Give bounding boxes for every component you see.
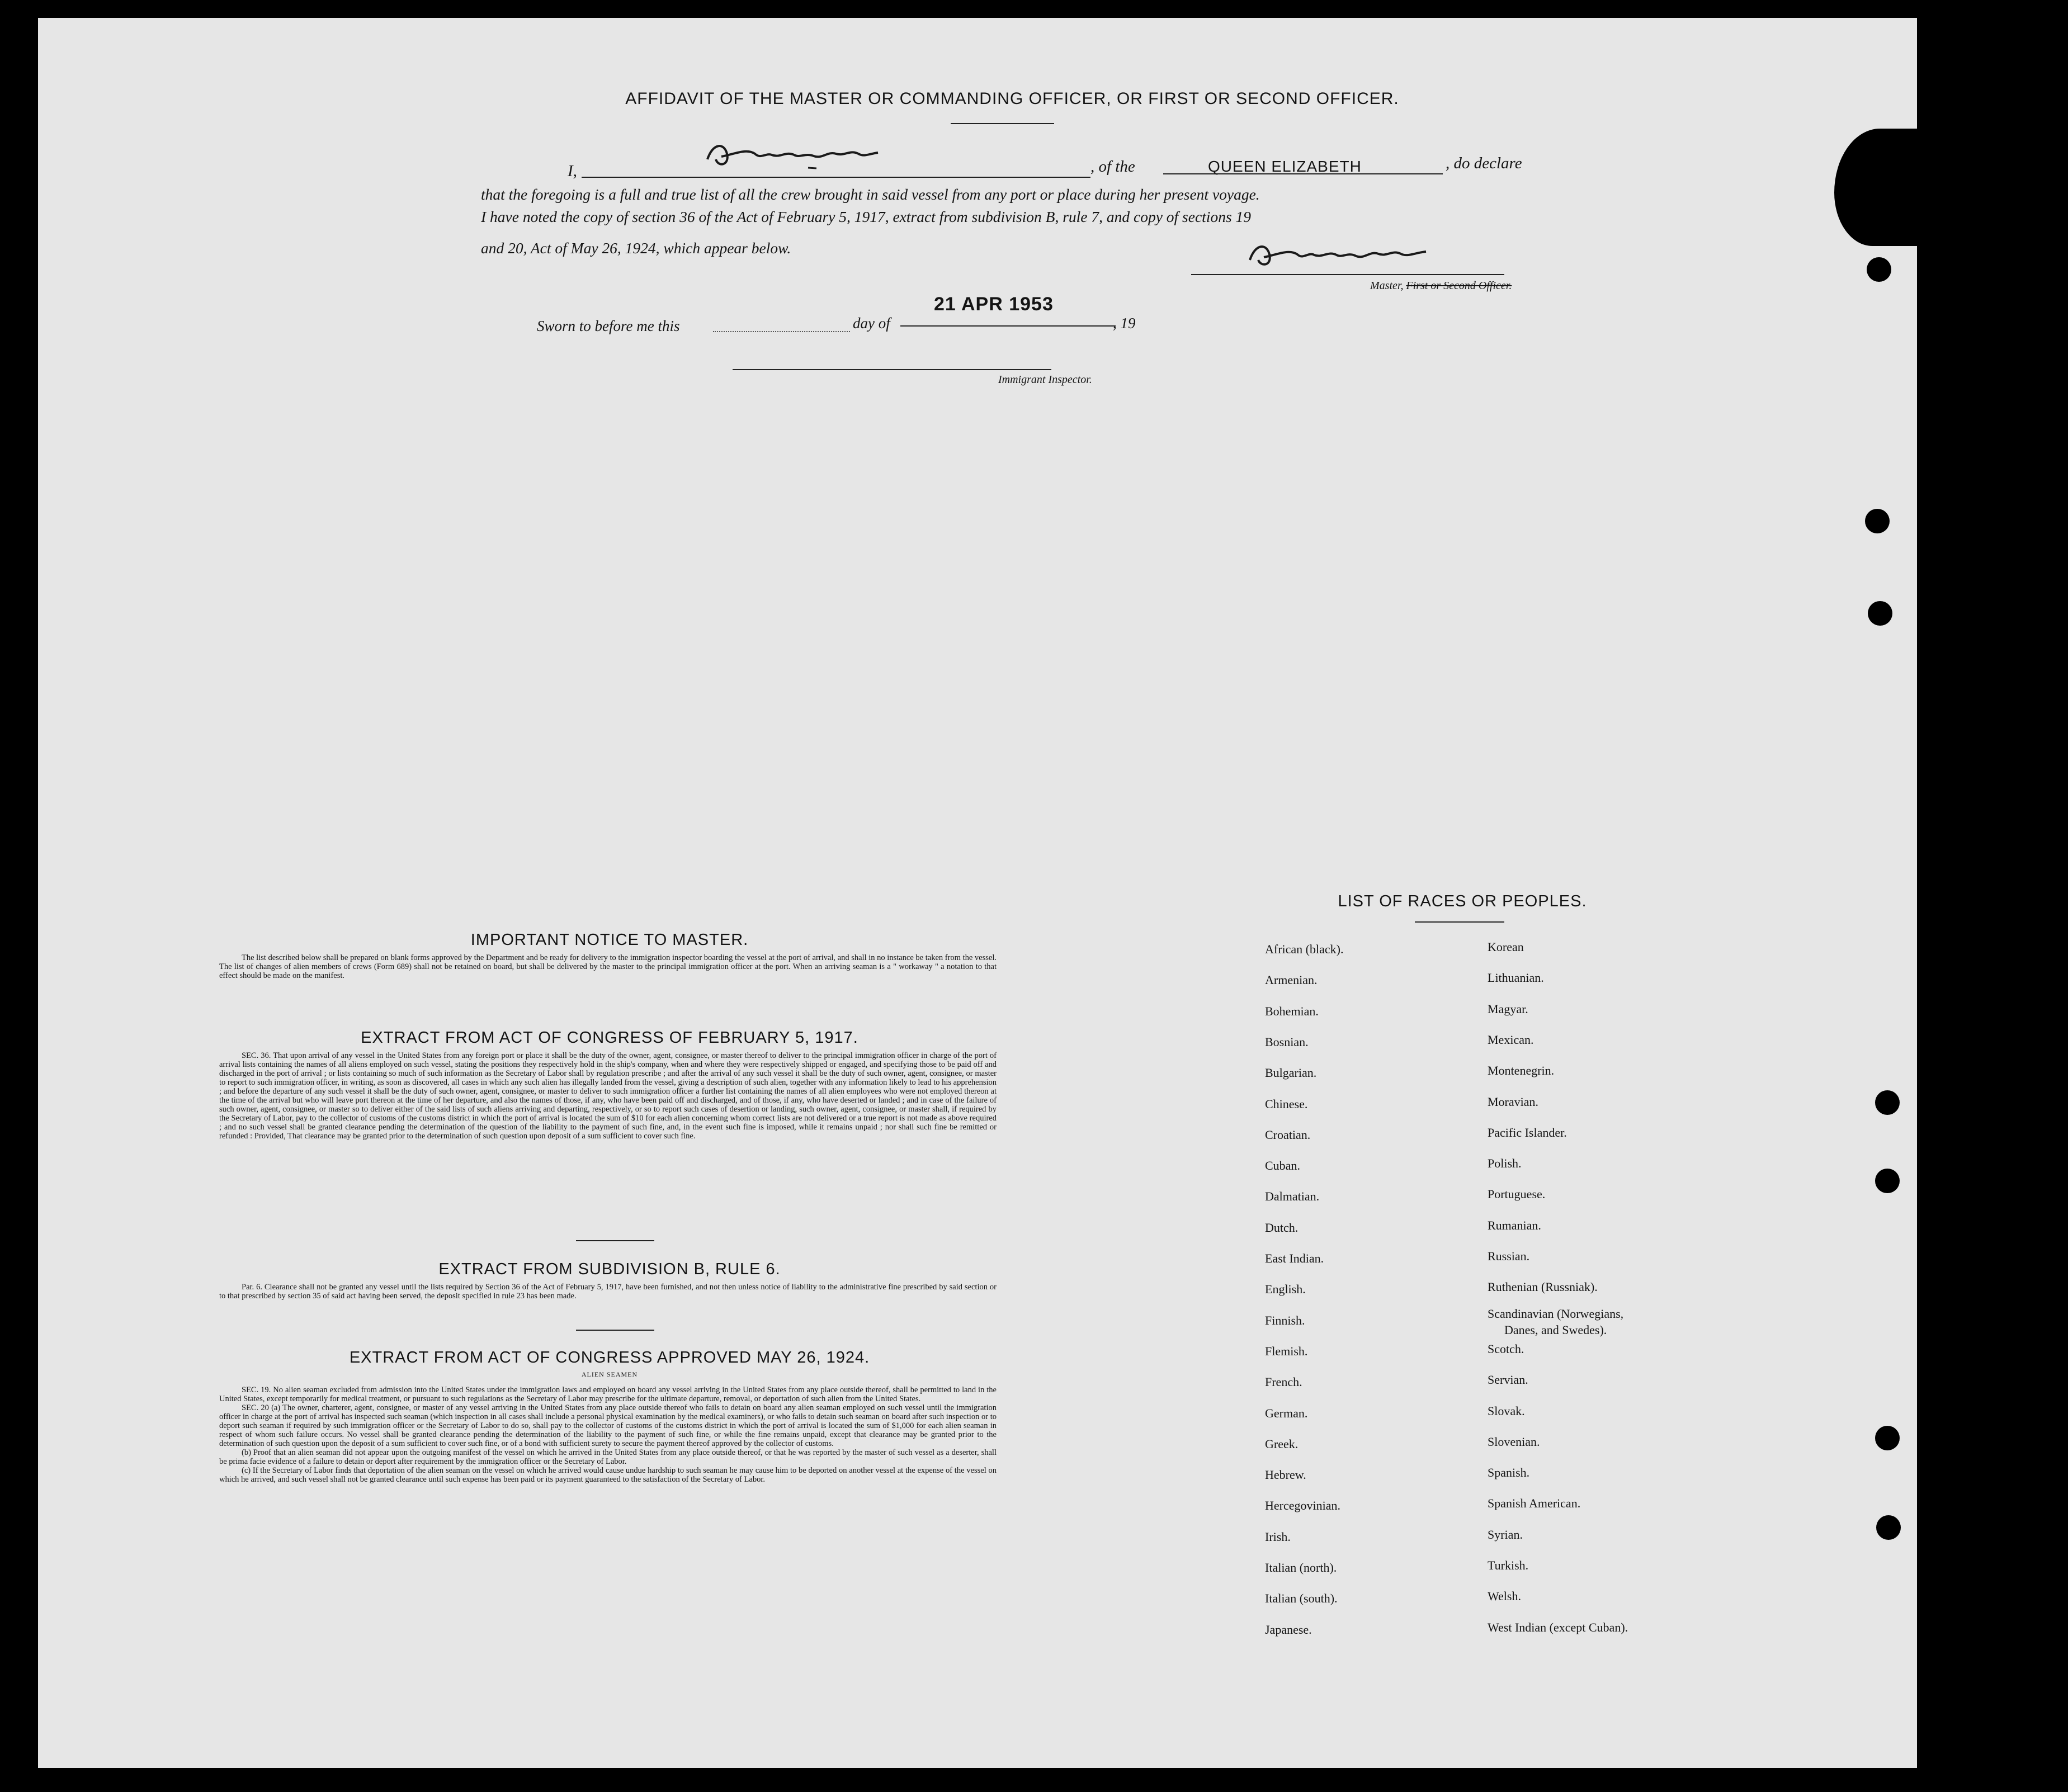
race-item: Japanese. — [1265, 1622, 1312, 1637]
signature-line — [1191, 274, 1504, 275]
alien-seamen-subtitle: ALIEN SEAMEN — [581, 1370, 638, 1378]
race-item: Cuban. — [1265, 1159, 1300, 1173]
race-item: Slovak. — [1488, 1403, 1525, 1418]
do-declare-label: , do declare — [1446, 154, 1522, 172]
race-item: Pacific Islander. — [1488, 1125, 1567, 1139]
race-item: Bosnian. — [1265, 1034, 1309, 1049]
race-item: Spanish. — [1488, 1465, 1530, 1480]
declaration-line-3: and 20, Act of May 26, 1924, which appear below. — [481, 239, 791, 257]
punch-hole — [1868, 601, 1892, 626]
race-item: Rumanian. — [1488, 1218, 1541, 1232]
race-item: Spanish American. — [1488, 1496, 1581, 1511]
vessel-field-line — [1163, 173, 1443, 174]
i-label: I, — [568, 162, 577, 180]
year-prefix: , 19 — [1113, 315, 1136, 332]
master-signature — [1244, 235, 1434, 274]
extract-1917-body — [219, 1051, 997, 1141]
extract-1924-title: EXTRACT FROM ACT OF CONGRESS APPROVED MAY 26, 1924. — [349, 1349, 870, 1367]
declaration-line-2: I have noted the copy of section 36 of the Act of February 5, 1917, extract from subdivision B, rule 7, and copy of sections 19 — [481, 208, 1252, 225]
race-item: Lithuanian. — [1488, 971, 1544, 985]
sworn-label: Sworn to before me this — [537, 318, 680, 334]
sec36-text: SEC. 36. That upon arrival of any vessel in the United States from any foreign port or place it shall be the duty of the owner, agent, consignee, or master thereof to deliver to the principal immigration officer in charge of the port of arrival lists containing the names of all aliens employed on such vessel, stating the positions they respectively hold in the ship's company, when and where they were respectively shipped or engaged, and specifying those to be paid off and discharged in the port of arrival ; or lists containing so much of such information as the Secretary of Labor shall by regulation prescribe ; and after the arrival of any such vessel it shall be the duty of such owner, agent, consignee, or master to report to such immigration officer, in writing, as soon as discovered, all cases in which any such alien has illegally landed from the vessel, giving a description of such alien, together with any information likely to lead to his apprehension ; and before the departure of any such vessel it shall be the duty of such owner, agent, consignee, or master to deliver to such immigration officer a further list containing the names of all alien employees who were not employed thereon at the time of the arrival but who will leave port thereon at the time of her departure, and also the names of those, if any, who have been paid off and discharged, and of those, if any, who have deserted or landed ; and in case of the failure of such owner, agent, consignee, or master so to deliver either of the said lists of such aliens arriving and departing, respectively, or so to report such cases of desertion or landing, such owner, agent, consignee, or master shall, if required by the Secretary of Labor, pay to the collector of customs of the customs district in which the port of arrival is located the sum of $10 for each alien concerning whom correct lists are not delivered or a true report is not made as above required ; and no such vessel shall be granted clearance pending the determination of the question of the liability to the payment of such fine, and, in the event such fine is imposed, while it remains unpaid ; nor shall such fine be remitted or refunded : Provided, That clearance may be granted prior to the determination of such question upon deposit of a sum sufficient to cover such fine. — [219, 1051, 997, 1141]
extract-rule6-body — [219, 1283, 997, 1301]
role-struck: First or Second Officer. — [1406, 280, 1512, 292]
inspector-label: Immigrant Inspector. — [998, 373, 1092, 386]
document-page — [38, 18, 1917, 1768]
race-item: Magyar. — [1488, 1001, 1528, 1016]
race-item: French. — [1265, 1375, 1302, 1389]
race-item: Portuguese. — [1488, 1187, 1546, 1202]
race-item: Korean — [1488, 940, 1524, 954]
race-item: English. — [1265, 1282, 1306, 1297]
race-item: Servian. — [1488, 1373, 1528, 1387]
day-of-label: day of — [853, 315, 890, 332]
declaration-line-1: that the foregoing is a full and true list of all the crew brought in said vessel from any port or place during her present voyage. — [481, 186, 1260, 203]
race-item: Montenegrin. — [1488, 1063, 1555, 1078]
divider-rule — [576, 1240, 654, 1241]
race-item: German. — [1265, 1406, 1308, 1420]
role-master: Master, — [1370, 280, 1404, 292]
extract-rule6-title: EXTRACT FROM SUBDIVISION B, RULE 6. — [438, 1260, 781, 1278]
race-item: Dutch. — [1265, 1220, 1299, 1235]
race-item: Chinese. — [1265, 1096, 1308, 1111]
title-rule — [951, 123, 1054, 124]
notice-title: IMPORTANT NOTICE TO MASTER. — [470, 931, 749, 949]
race-item: Italian (north). — [1265, 1561, 1337, 1574]
races-rule — [1415, 921, 1504, 923]
race-item: East Indian. — [1265, 1251, 1324, 1265]
divider-rule — [576, 1330, 654, 1331]
sworn-day-dots — [713, 331, 850, 332]
race-item: Finnish. — [1265, 1313, 1305, 1327]
scandinavian-continued: Danes, and Swedes). — [1504, 1323, 1607, 1337]
sec20a-text: SEC. 20 (a) The owner, charterer, agent, consignee, or master of any vessel arriving in the United States from any place outside thereof who fails to detain on board any alien seaman employed on such vessel until the immigration officer in charge at the port of arrival has inspected such seaman (which inspection in all cases shall include a personal physical examination by the medical examiners), or who fails to detain such seaman on board after such inspection or to deport such seaman if required by such immigration officer or the Secretary of Labor to do so, shall pay to the collector of customs of the customs district in which the port of arrival is located the sum of $1,000 for each alien seaman in respect of whom such failure occurs. No vessel shall be granted clearance pending the determination of the liability to the payment of such fine, or while the fine remains unpaid, except that clearance may be granted prior to the determination of such question upon the deposit of a sum sufficient to cover such fine, or of a bond with sufficient surety to secure the payment thereof approved by the collector of customs. — [219, 1403, 997, 1448]
sec20c-text: (c) If the Secretary of Labor finds that deportation of the alien seaman on the vessel on which he arrived would cause undue hardship to such seaman he may cause him to be deported on another vessel at the expense of the vessel on which he arrived, and such vessel shall not be granted clearance until such expense has been paid or its payment guaranteed to the satisfaction of the Secretary of Labor. — [219, 1466, 997, 1484]
signature-role — [1370, 280, 1512, 292]
punch-hole — [1875, 1426, 1900, 1450]
notice-text: The list described below shall be prepared on blank forms approved by the Department and be ready for delivery to the immigration inspector boarding the vessel at the port of arrival, and shall in no instance be taken from the vessel. The list of changes of alien members of crews (Form 689) shall not be retained on board, but shall be delivered by the master to the principal immigration officer at the port. When an arriving seaman is a " workaway " a notation to that effect should be made on the manifest. — [219, 953, 997, 980]
race-item: Croatian. — [1265, 1127, 1311, 1142]
punch-hole — [1875, 1169, 1900, 1193]
punch-hole — [1867, 257, 1891, 282]
name-field-line — [582, 177, 1090, 178]
race-item: Mexican. — [1488, 1032, 1534, 1047]
race-item: Greek. — [1265, 1436, 1299, 1451]
sec20b-text: (b) Proof that an alien seaman did not appear upon the outgoing manifest of the vessel on which he arrived in the United States from any place outside thereof, or that he was reported by the master of such vessel as a deserter, shall be prima facie evidence of a failure to detain or deport after requirement by the immigration officer or the Secretary of Labor. — [219, 1448, 997, 1466]
sec19-text: SEC. 19. No alien seaman excluded from admission into the United States under the immigration laws and employed on board any vessel arriving in the United States from any place outside thereof, shall be permitted to land in the United States, except temporarily for medical treatment, or pursuant to such regulations as the Secretary of Labor may prescribe for the ultimate departure, removal, or deportation of such alien from the United States. — [219, 1386, 997, 1403]
race-item: Ruthenian (Russniak). — [1488, 1280, 1598, 1294]
race-item: Scandinavian (Norwegians, — [1488, 1306, 1624, 1321]
race-item: Turkish. — [1488, 1558, 1529, 1572]
race-item: Italian (south). — [1265, 1591, 1338, 1606]
races-title: LIST OF RACES OR PEOPLES. — [1338, 892, 1587, 910]
par6-text: Par. 6. Clearance shall not be granted any vessel until the lists required by Section 36 of the Act of February 5, 1917, have been furnished, and not then unless notice of liability to the administrative fine prescribed by said section or to that prescribed by section 35 of said act having been served, the deposit specified in rule 23 has been made. — [219, 1283, 997, 1301]
race-item: Polish. — [1488, 1156, 1522, 1171]
race-item: West Indian (except Cuban). — [1488, 1620, 1628, 1634]
race-item: Hebrew. — [1265, 1468, 1306, 1482]
race-item: Scotch. — [1488, 1341, 1524, 1356]
race-item: Dalmatian. — [1265, 1189, 1320, 1204]
race-item: Welsh. — [1488, 1589, 1521, 1604]
race-item: Hercegovinian. — [1265, 1498, 1340, 1513]
inspector-line — [733, 369, 1051, 370]
race-item: Russian. — [1488, 1249, 1530, 1263]
extract-1917-title: EXTRACT FROM ACT OF CONGRESS OF FEBRUARY 5, 1917. — [361, 1029, 858, 1047]
punch-hole — [1875, 1090, 1900, 1115]
notice-body — [219, 953, 997, 980]
extract-1924-body — [219, 1386, 997, 1484]
date-field-line — [900, 325, 1116, 327]
affidavit-title: AFFIDAVIT OF THE MASTER OR COMMANDING OFFICER, OR FIRST OR SECOND OFFICER. — [625, 89, 1399, 108]
race-item: Bohemian. — [1265, 1004, 1319, 1018]
race-item: Bulgarian. — [1265, 1066, 1317, 1080]
race-item: African (black). — [1265, 942, 1344, 956]
sworn-date-stamp: 21 APR 1953 — [934, 294, 1054, 315]
of-the-label: , of the — [1090, 158, 1135, 176]
race-item: Slovenian. — [1488, 1434, 1540, 1449]
handwritten-signature — [702, 137, 886, 176]
vessel-name-value: QUEEN ELIZABETH — [1208, 158, 1362, 175]
race-item: Syrian. — [1488, 1527, 1523, 1542]
race-item: Moravian. — [1488, 1094, 1539, 1109]
punch-hole — [1865, 509, 1890, 533]
race-item: Irish. — [1265, 1529, 1291, 1544]
race-item: Flemish. — [1265, 1344, 1308, 1358]
race-item: Armenian. — [1265, 973, 1318, 987]
punch-hole — [1876, 1515, 1901, 1540]
